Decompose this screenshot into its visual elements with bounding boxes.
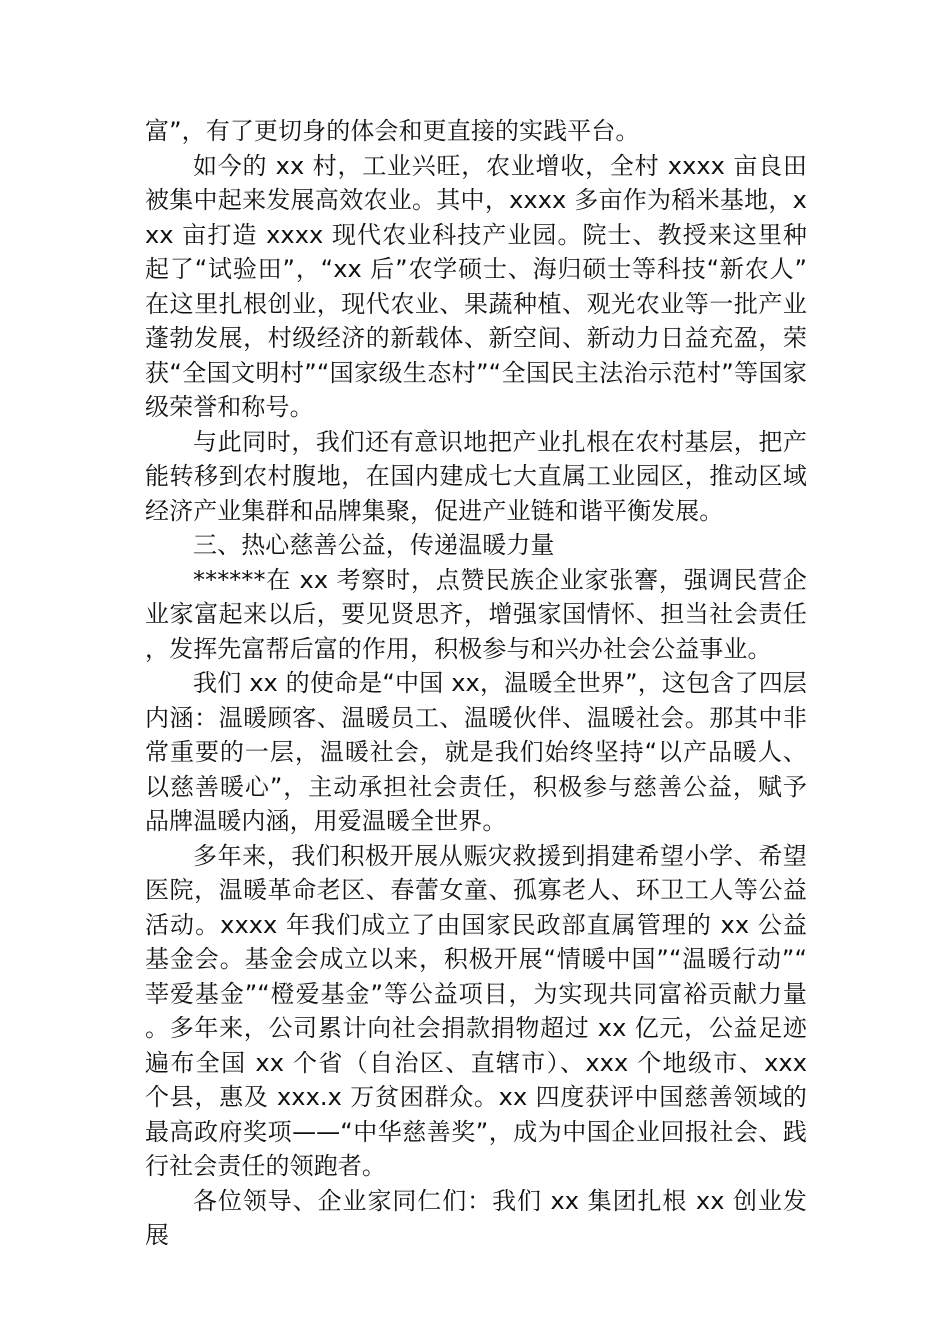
paragraph-3: 与此同时，我们还有意识地把产业扎根在农村基层，把产能转移到农村腹地，在国内建成七大直属工业园区，推动区域经济产业集群和品牌集聚，促进产业链和谐平衡发展。 bbox=[145, 427, 807, 525]
paragraph-5: ******在 xx 考察时，点赞民族企业家张謇，强调民营企业家富起来以后，要见贤思齐，增强家国情怀、担当社会责任，发挥先富帮后富的作用，积极参与和兴办社会公益事业。 bbox=[145, 565, 807, 663]
section-heading: 三、热心慈善公益，传递温暖力量 bbox=[193, 531, 555, 559]
paragraph-8: 各位领导、企业家同仁们：我们 xx 集团扎根 xx 创业发展 bbox=[145, 1186, 807, 1249]
paragraph-7: 多年来，我们积极开展从赈灾救援到捐建希望小学、希望医院，温暖革命老区、春蕾女童、孤寡老人、环卫工人等公益活动。xxxx 年我们成立了由国家民政部直属管理的 xx 公益基金会。基金会成立以来，积极开展“情暖中国”“温暖行动”“莘爱基金”“橙爱基金”等公益项目，为实现共同富裕贡献力量。多年来，公司累计向社会捐款捐物超过 xx 亿元，公益足迹遍布全国 xx 个省（自治区、直辖市）、xxx 个地级市、xxx 个县，惠及 xxx.x 万贫困群众。xx 四度获评中国慈善领域的最高政府奖项——“中华慈善奖”，成为中国企业回报社会、践行社会责任的领跑者。 bbox=[145, 841, 807, 1180]
paragraph-1: 富”，有了更切身的体会和更直接的实践平台。 bbox=[145, 117, 640, 145]
paragraph-6: 我们 xx 的使命是“中国 xx，温暖全世界”，这包含了四层内涵：温暖顾客、温暖员工、温暖伙伴、温暖社会。那其中非常重要的一层，温暖社会，就是我们始终坚持“以产品暖人、以慈善暖心”，主动承担社会责任，积极参与慈善公益，赋予品牌温暖内涵，用爱温暖全世界。 bbox=[145, 669, 807, 835]
paragraph-2: 如今的 xx 村，工业兴旺，农业增收，全村 xxxx 亩良田被集中起来发展高效农业。其中，xxxx 多亩作为稻米基地，xxx 亩打造 xxxx 现代农业科技产业园。院士、教授来这里种起了“试验田”，“xx 后”农学硕士、海归硕士等科技“新农人”在这里扎根创业，现代农业、果蔬种植、观光农业等一批产业蓬勃发展，村级经济的新载体、新空间、新动力日益充盈，荣获“全国文明村”“国家级生态村”“全国民主法治示范村”等国家级荣誉和称号。 bbox=[145, 151, 807, 421]
document-body bbox=[145, 114, 807, 1253]
